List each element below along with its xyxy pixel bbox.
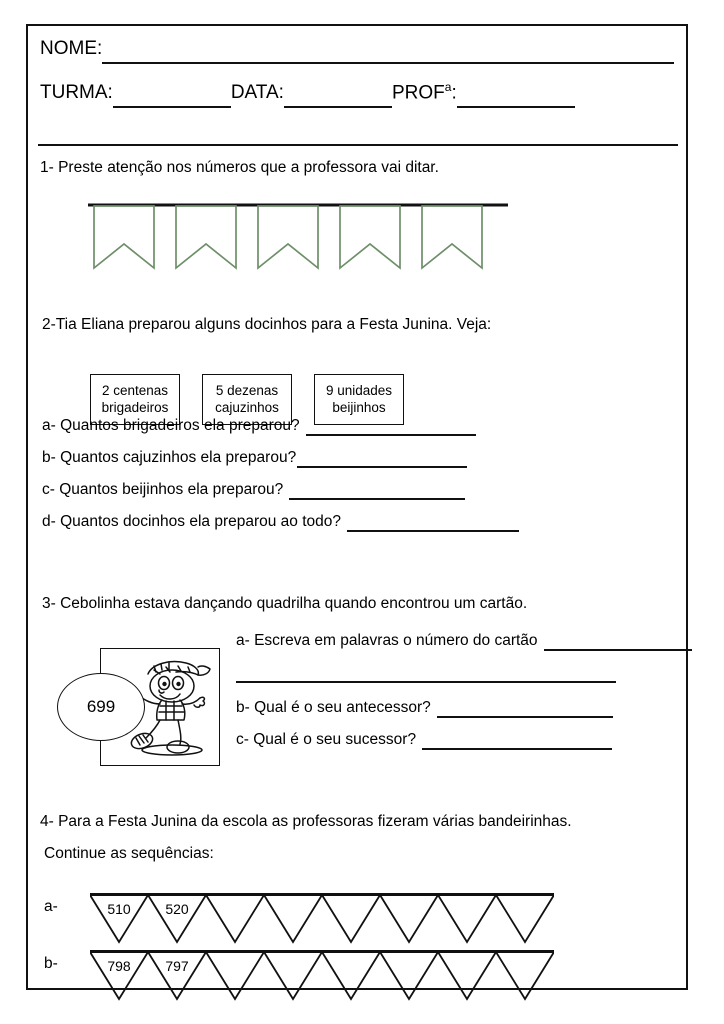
pennant-flag	[176, 206, 236, 268]
sequence-a-value-2: 520	[165, 901, 189, 917]
question-2-item-a-blank[interactable]	[306, 419, 476, 436]
nome-label: NOME:	[40, 38, 103, 59]
question-2-item-c	[42, 480, 465, 500]
sequence-triangle[interactable]	[322, 952, 380, 999]
sequence-b-value-1: 798	[107, 958, 131, 974]
pennant-flag	[340, 206, 400, 268]
sequence-triangle[interactable]	[380, 952, 438, 999]
question-2-item-c-blank[interactable]	[289, 483, 465, 500]
sequence-triangle[interactable]	[380, 895, 438, 942]
sequence-triangle[interactable]	[496, 895, 554, 942]
question-3-item-a	[236, 631, 692, 651]
quantity-box-line2: cajuzinhos	[215, 400, 279, 415]
header-separator	[38, 144, 678, 146]
sequence-triangle[interactable]	[264, 952, 322, 999]
sequence-b-svg	[90, 949, 554, 1005]
sequence-triangle[interactable]	[438, 895, 496, 942]
question-4-subtext: Continue as sequências:	[44, 845, 214, 862]
question-2-item-b-blank[interactable]	[297, 451, 467, 468]
pennant-flag	[422, 206, 482, 268]
question-3-answer-line-2	[236, 666, 616, 683]
profa-label: PROF$^a$:	[391, 80, 457, 104]
question-2-text: 2-Tia Eliana preparou alguns docinhos para a Festa Junina. Veja:	[42, 316, 492, 333]
sequence-b-value-2: 797	[165, 958, 189, 974]
nome-row	[40, 34, 674, 64]
pennant-banner-svg	[88, 202, 508, 282]
question-1-text: 1- Preste atenção nos números que a professora vai ditar.	[40, 159, 439, 176]
question-3-item-b-label: b- Qual é o seu antecessor?	[236, 699, 431, 716]
sequence-row-b-label: b-	[44, 955, 58, 972]
question-2-item-c-label: c- Quantos beijinhos ela preparou?	[42, 481, 284, 498]
turma-label: TURMA:	[40, 82, 113, 104]
question-4-text: 4- Para a Festa Junina da escola as professoras fizeram várias bandeirinhas.	[40, 813, 572, 830]
sequence-triangle[interactable]	[496, 952, 554, 999]
quantity-box-line2: beijinhos	[332, 400, 386, 415]
sequence-triangle[interactable]	[206, 952, 264, 999]
question-2-item-d-blank[interactable]	[347, 515, 519, 532]
sequence-a-value-1: 510	[107, 901, 131, 917]
question-2-item-d	[42, 512, 519, 532]
quantity-box-line1: 5 dezenas	[215, 383, 279, 398]
question-3-item-c	[236, 730, 612, 750]
question-3-item-b-blank[interactable]	[437, 701, 613, 718]
worksheet-page	[26, 24, 688, 990]
question-3-item-a-blank-continued[interactable]	[236, 666, 616, 683]
number-card-bubble	[57, 673, 145, 741]
question-3-item-a-label: a- Escreva em palavras o número do cartão	[236, 632, 538, 649]
question-3-item-c-label: c- Qual é o seu sucessor?	[236, 731, 417, 748]
question-2-item-a	[42, 416, 476, 436]
quantity-box-line1: 9 unidades	[325, 383, 393, 398]
turma-data-profa-row	[40, 72, 674, 108]
question-2-item-a-label: a- Quantos brigadeiros ela preparou?	[42, 417, 300, 434]
question-3-item-c-blank[interactable]	[422, 733, 612, 750]
card-figure	[86, 648, 220, 766]
question-2-item-d-label: d- Quantos docinhos ela preparou ao todo?	[42, 513, 342, 530]
sequence-triangle[interactable]	[264, 895, 322, 942]
turma-blank[interactable]	[113, 86, 231, 108]
student-header	[28, 26, 686, 108]
sequence-row-b	[90, 949, 554, 1010]
question-2-item-b-label: b- Quantos cajuzinhos ela preparou?	[42, 449, 297, 466]
pennant-banner-figure	[88, 202, 508, 287]
sequence-triangle[interactable]	[322, 895, 380, 942]
question-3-item-b	[236, 698, 613, 718]
sequence-row-a-label: a-	[44, 898, 58, 915]
quantity-box-line1: 2 centenas	[101, 383, 169, 398]
pennant-flag	[94, 206, 154, 268]
sequence-a-svg	[90, 892, 554, 948]
card-number: 699	[86, 697, 116, 716]
nome-blank[interactable]	[102, 42, 674, 64]
sequence-row-a	[90, 892, 554, 953]
data-label: DATA:	[230, 82, 284, 104]
quantity-box-line2: brigadeiros	[101, 400, 169, 415]
sequence-triangle[interactable]	[206, 895, 264, 942]
sequence-triangle[interactable]	[438, 952, 496, 999]
pennant-flag	[258, 206, 318, 268]
question-3-text: 3- Cebolinha estava dançando quadrilha quando encontrou um cartão.	[42, 595, 528, 612]
data-blank[interactable]	[284, 86, 392, 108]
question-2-item-b	[42, 448, 467, 468]
profa-blank[interactable]	[457, 86, 575, 108]
question-3-item-a-blank[interactable]	[544, 634, 692, 651]
